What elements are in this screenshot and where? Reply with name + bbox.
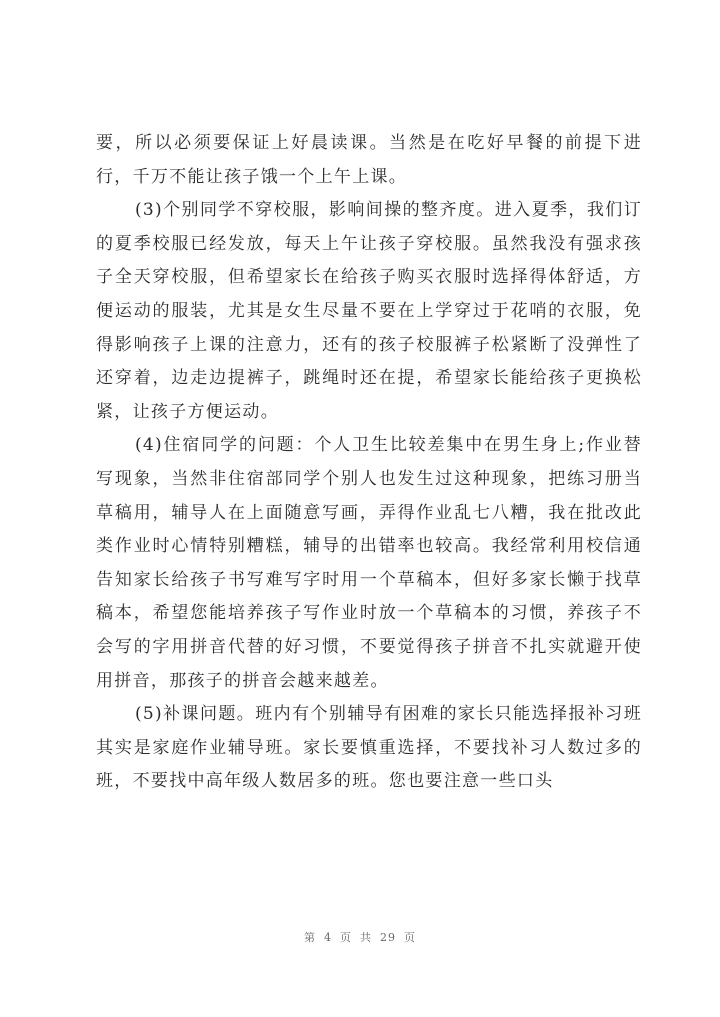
footer-page-number: 4	[324, 931, 332, 944]
paragraph-item-4: (4)住宿同学的问题：个人卫生比较差集中在男生身上;作业替写现象，当然非住宿部同学个别人也发生过这种现象，把练习册当草稿用，辅导人在上面随意写画，弄得作业乱七八糟，我在批改此类作业时心情特别糟糕，辅导的出错率也较高。我经常利用校信通告知家长给孩子书写难写字时用一个草稿本，但好多家长懒于找草稿本，希望您能培养孩子写作业时放一个草稿本的习惯，养孩子不会写的字用拼音代替的好习惯，不要觉得孩子拼音不扎实就避开使用拼音，那孩子的拼音会越来越差。	[96, 435, 642, 691]
footer-label-ye-end: 页	[404, 931, 416, 944]
paragraph-item-3: (3)个别同学不穿校服，影响间操的整齐度。进入夏季，我们订的夏季校服已经发放，每天上午让孩子穿校服。虽然我没有强求孩子全天穿校服，但希望家长在给孩子购买衣服时选择得体舒适，方便运动的服装，尤其是女生尽量不要在上学穿过于花哨的衣服，免得影响孩子上课的注意力，还有的孩子校服裤子松紧断了没弹性了还穿着，边走边提裤子，跳绳时还在提，希望家长能给孩子更换松紧，让孩子方便运动。	[96, 200, 642, 422]
footer-total-pages: 29	[380, 931, 396, 944]
footer-label-gong: 共	[360, 931, 372, 944]
document-body	[96, 127, 642, 799]
paragraph-item-5: (5)补课问题。班内有个别辅导有困难的家长只能选择报补习班其实是家庭作业辅导班。家长要慎重选择，不要找补习人数过多的班，不要找中高年级人数居多的班。您也要注意一些口头	[96, 704, 642, 792]
footer-label-di: 第	[304, 931, 316, 944]
page-footer	[0, 929, 720, 945]
footer-label-ye: 页	[340, 931, 352, 944]
paragraph-continuation: 要，所以必须要保证上好晨读课。当然是在吃好早餐的前提下进行，千万不能让孩子饿一个上午上课。	[96, 133, 642, 187]
